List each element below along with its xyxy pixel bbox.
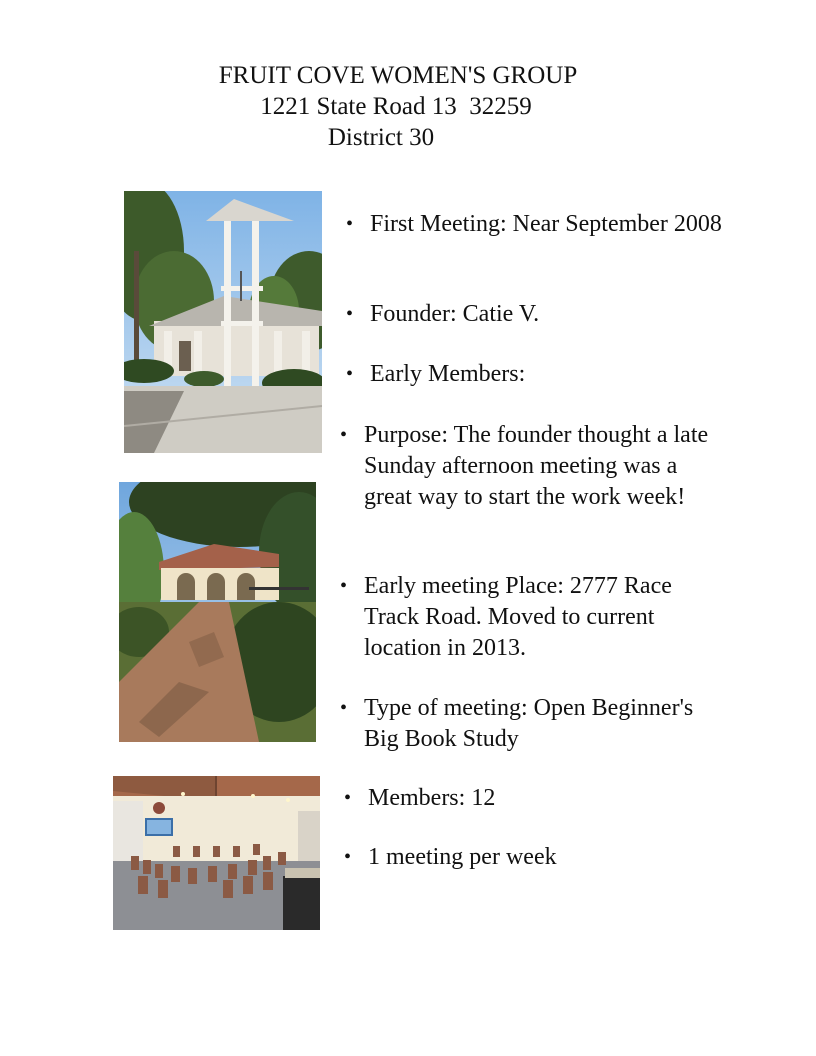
meeting-room-photo [113,776,320,930]
first-meeting-text: First Meeting: Near September 2008 [370,211,722,237]
bullet-glyph: • [346,213,354,235]
bullet-glyph: • [340,575,348,597]
courtyard-walkway-photo [119,482,316,742]
church-bell-tower-photo [124,191,322,453]
list-item [340,693,714,755]
bullet-glyph: • [344,846,352,868]
early-meeting-place-text: Early meeting Place: 2777 Race Track Road. Moved to current location in 2013. [364,573,672,661]
bullet-glyph: • [346,303,354,325]
meeting-type-text: Type of meeting: Open Beginner's Big Book Study [364,695,694,752]
list-item [346,359,730,390]
document-header [0,60,816,153]
list-item [344,842,728,873]
meeting-frequency-text: 1 meeting per week [368,844,557,870]
list-item [344,783,728,814]
bullet-glyph: • [346,363,354,385]
early-members-text: Early Members: [370,361,526,387]
list-item [340,571,714,664]
purpose-text: Purpose: The founder thought a late Sunday afternoon meeting was a great way to start the work week! [364,422,709,510]
members-count-text: Members: 12 [368,785,496,811]
list-item [340,420,724,513]
bullet-glyph: • [340,424,348,446]
list-item [346,209,730,240]
founder-text: Founder: Catie V. [370,301,540,327]
group-district: District 30 [327,124,435,151]
list-item [346,299,730,330]
bullet-glyph: • [340,697,348,719]
group-name-title: FRUIT COVE WOMEN'S GROUP [218,62,578,89]
group-address: 1221 State Road 13 32259 [260,93,532,120]
bullet-glyph: • [344,787,352,809]
